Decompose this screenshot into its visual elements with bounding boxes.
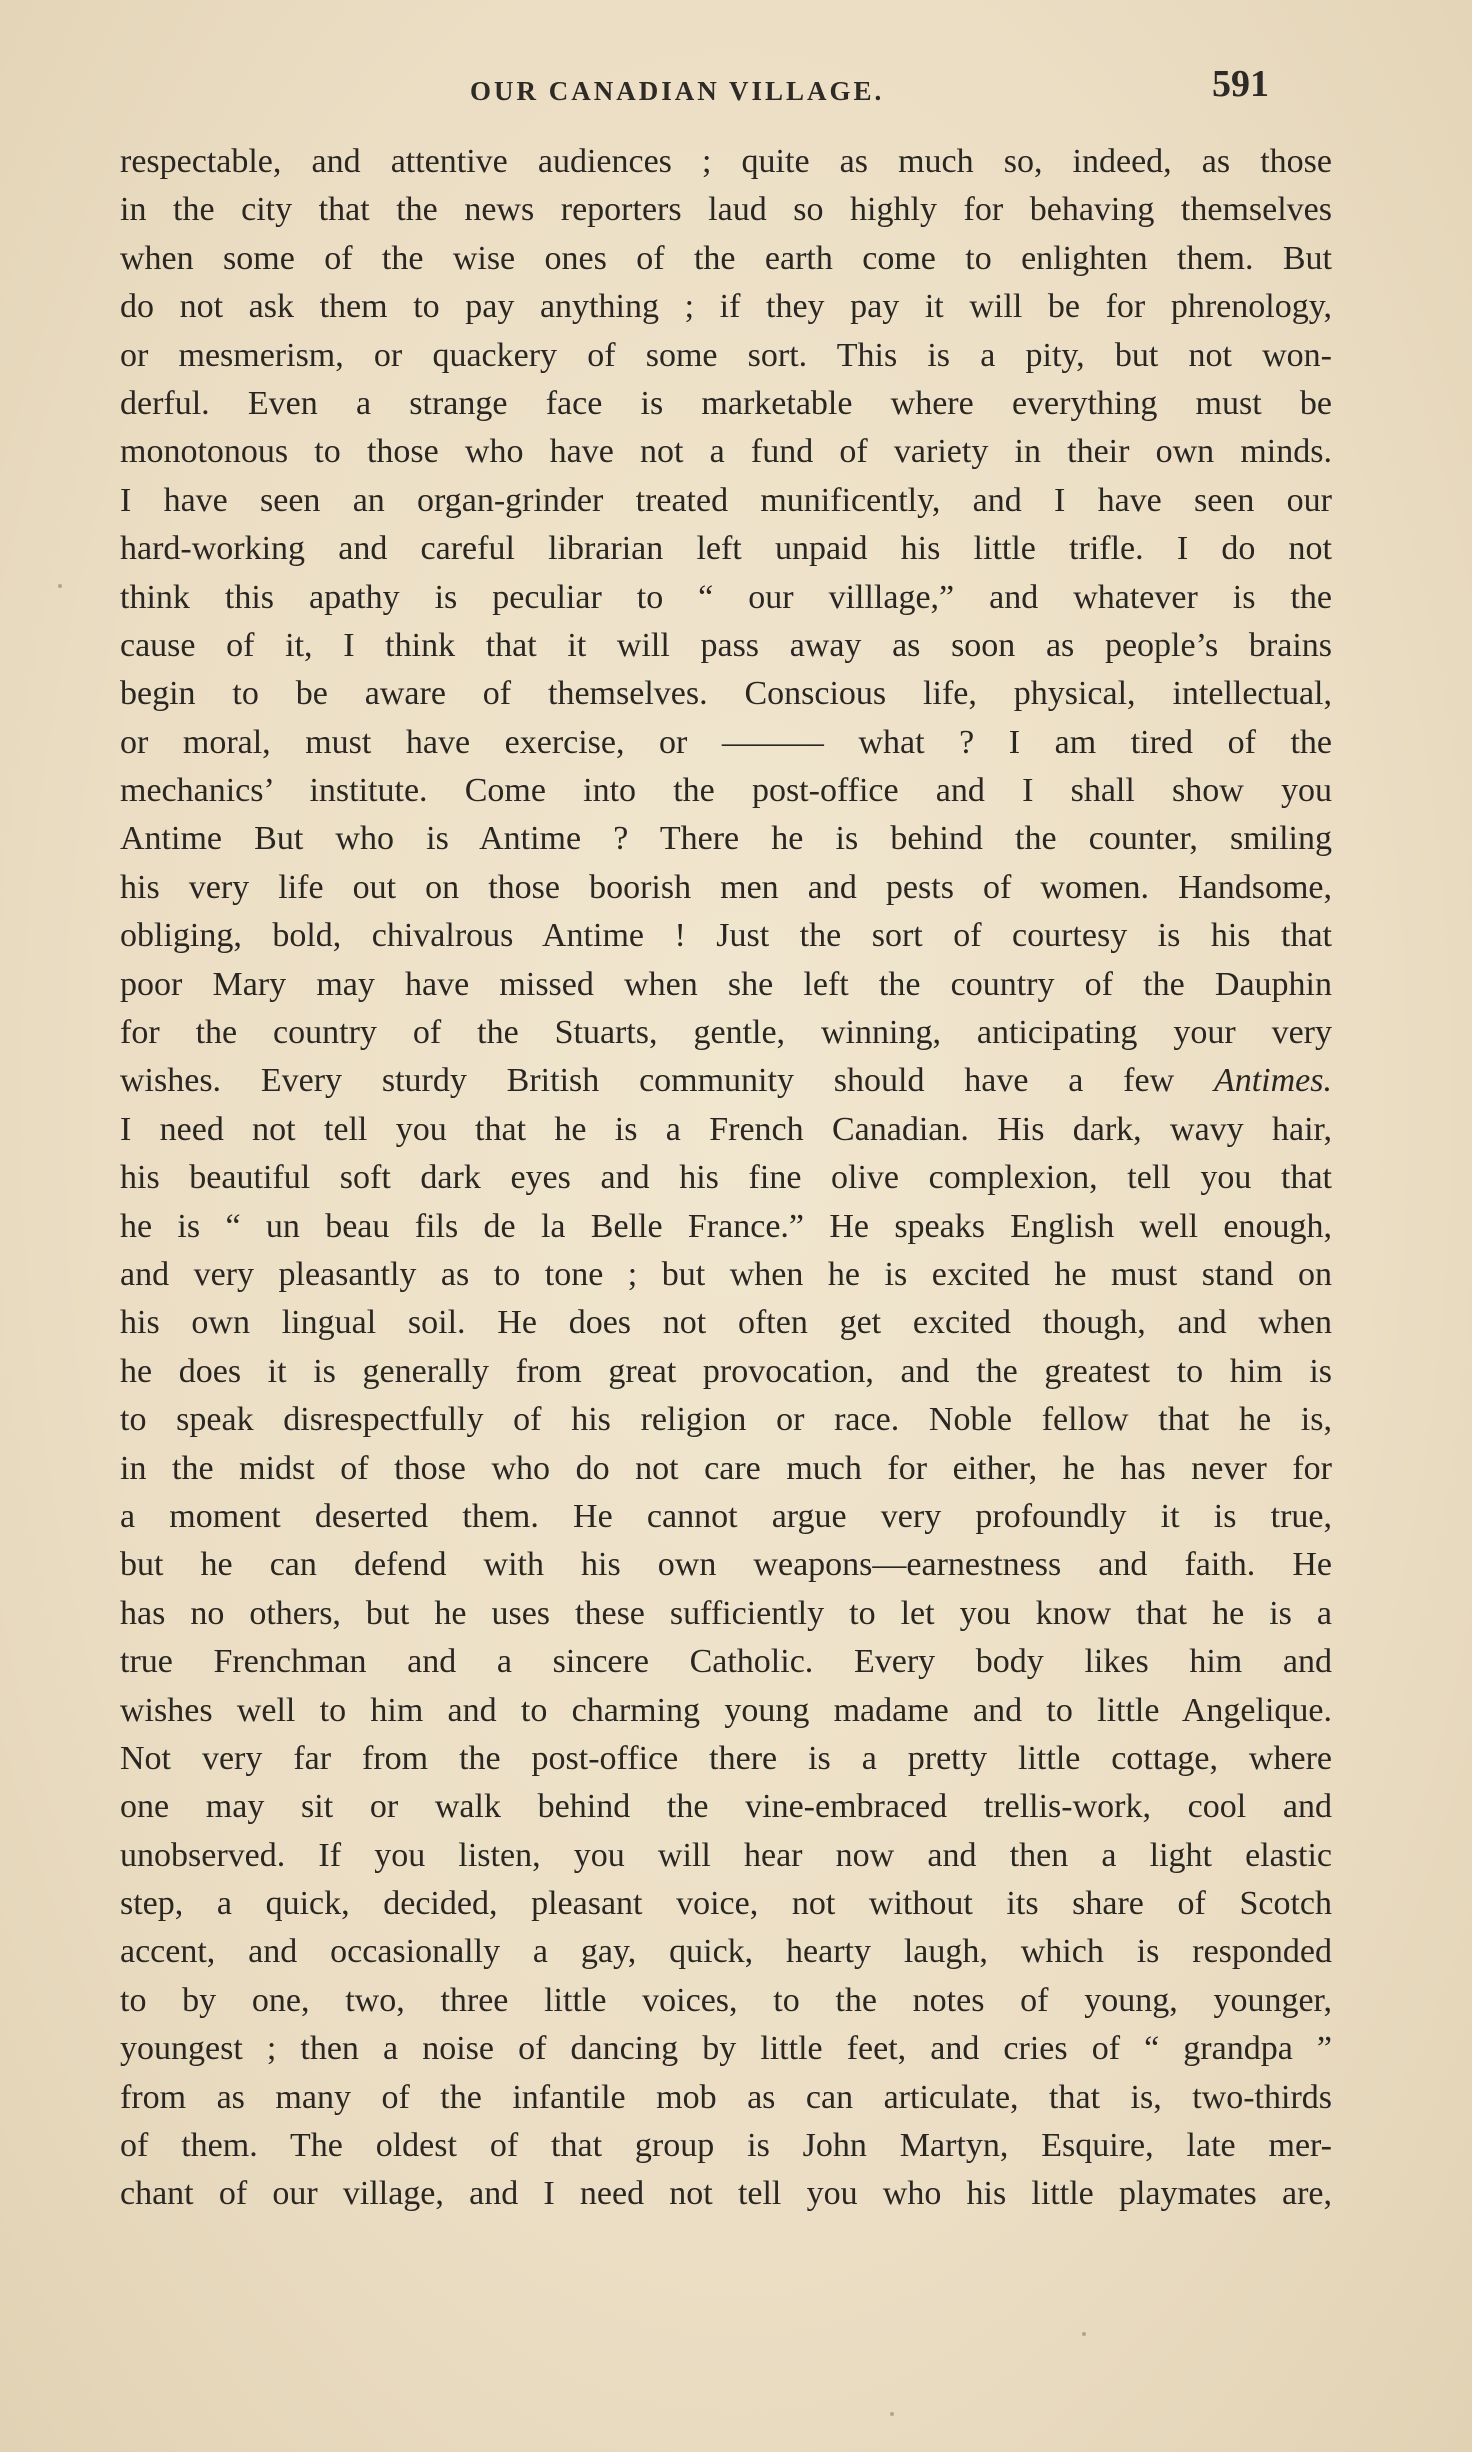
text-line: to speak disrespectfully of his religion or race. Noble fellow that he is, — [120, 1401, 1332, 1439]
body-text — [120, 138, 1332, 2219]
text-line: think this apathy is peculiar to “ our villlage,” and whatever is the — [120, 578, 1332, 616]
text-line: begin to be aware of themselves. Conscious life, physical, intellectual, — [120, 675, 1332, 713]
text-line: wishes. Every sturdy British community should have a few Antimes. — [120, 1062, 1332, 1100]
text-line: his very life out on those boorish men and pests of women. Handsome, — [120, 868, 1332, 906]
text-line: one may sit or walk behind the vine-embraced trellis-work, cool and — [120, 1788, 1332, 1826]
text-line: derful. Even a strange face is marketable where everything must be — [120, 384, 1332, 422]
text-line: or moral, must have exercise, or ——— what ? I am tired of the — [120, 723, 1332, 761]
text-line: hard-working and careful librarian left unpaid his little trifle. I do not — [120, 530, 1332, 568]
text-line: mechanics’ institute. Come into the post-office and I shall show you — [120, 772, 1332, 810]
text-line: wishes well to him and to charming young madame and to little Angelique. — [120, 1691, 1332, 1729]
text-line: unobserved. If you listen, you will hear now and then a light elastic — [120, 1836, 1332, 1874]
text-line: he is “ un beau fils de la Belle France.” He speaks English well enough, — [120, 1207, 1332, 1245]
text-line: chant of our village, and I need not tell you who his little playmates are, — [120, 2175, 1332, 2213]
text-line: has no others, but he uses these sufficiently to let you know that he is a — [120, 1594, 1332, 1632]
text-line: step, a quick, decided, pleasant voice, not without its share of Scotch — [120, 1885, 1332, 1923]
text-line: Not very far from the post-office there is a pretty little cottage, where — [120, 1739, 1332, 1777]
text-line: his beautiful soft dark eyes and his fine olive complexion, tell you that — [120, 1159, 1332, 1197]
text-line: when some of the wise ones of the earth come to enlighten them. But — [120, 239, 1332, 277]
text-line: in the city that the news reporters laud so highly for behaving themselves — [120, 191, 1332, 229]
text-line: from as many of the infantile mob as can articulate, that is, two-thirds — [120, 2078, 1332, 2116]
text-line: and very pleasantly as to tone ; but when he is excited he must stand on — [120, 1255, 1332, 1293]
text-line: but he can defend with his own weapons—earnestness and faith. He — [120, 1546, 1332, 1584]
text-line: his own lingual soil. He does not often get excited though, and when — [120, 1304, 1332, 1342]
text-line: of them. The oldest of that group is John Martyn, Esquire, late mer- — [120, 2127, 1332, 2165]
text-line: I have seen an organ-grinder treated munificently, and I have seen our — [120, 481, 1332, 519]
text-line: or mesmerism, or quackery of some sort. This is a pity, but not won- — [120, 336, 1332, 374]
text-line: to by one, two, three little voices, to the notes of young, younger, — [120, 1981, 1332, 2019]
text-line: Antime But who is Antime ? There he is behind the counter, smiling — [120, 820, 1332, 858]
italic-word: Antimes. — [1213, 1062, 1332, 1100]
text-line: poor Mary may have missed when she left the country of the Dauphin — [120, 965, 1332, 1003]
text-line: cause of it, I think that it will pass away as soon as people’s brains — [120, 626, 1332, 664]
text-line: he does it is generally from great provocation, and the greatest to him is — [120, 1352, 1332, 1390]
text-line: respectable, and attentive audiences ; quite as much so, indeed, as those — [120, 143, 1332, 180]
page-number: 591 — [1212, 63, 1269, 105]
text-line: accent, and occasionally a gay, quick, hearty laugh, which is responded — [120, 1933, 1332, 1971]
running-title: OUR CANADIAN VILLAGE. — [470, 76, 885, 106]
text-line: do not ask them to pay anything ; if they pay it will be for phrenology, — [120, 288, 1332, 326]
text-line: for the country of the Stuarts, gentle, winning, anticipating your very — [120, 1014, 1332, 1052]
text-line: a moment deserted them. He cannot argue very profoundly it is true, — [120, 1497, 1332, 1535]
text-line: I need not tell you that he is a French Canadian. His dark, wavy hair, — [120, 1110, 1332, 1148]
text-line: youngest ; then a noise of dancing by little feet, and cries of “ grandpa ” — [120, 2030, 1332, 2068]
text-line: monotonous to those who have not a fund of variety in their own minds. — [120, 433, 1332, 471]
text-line: in the midst of those who do not care much for either, he has never for — [120, 1449, 1332, 1487]
text-line: true Frenchman and a sincere Catholic. Every body likes him and — [120, 1643, 1332, 1681]
text-line: obliging, bold, chivalrous Antime ! Just the sort of courtesy is his that — [120, 917, 1332, 955]
